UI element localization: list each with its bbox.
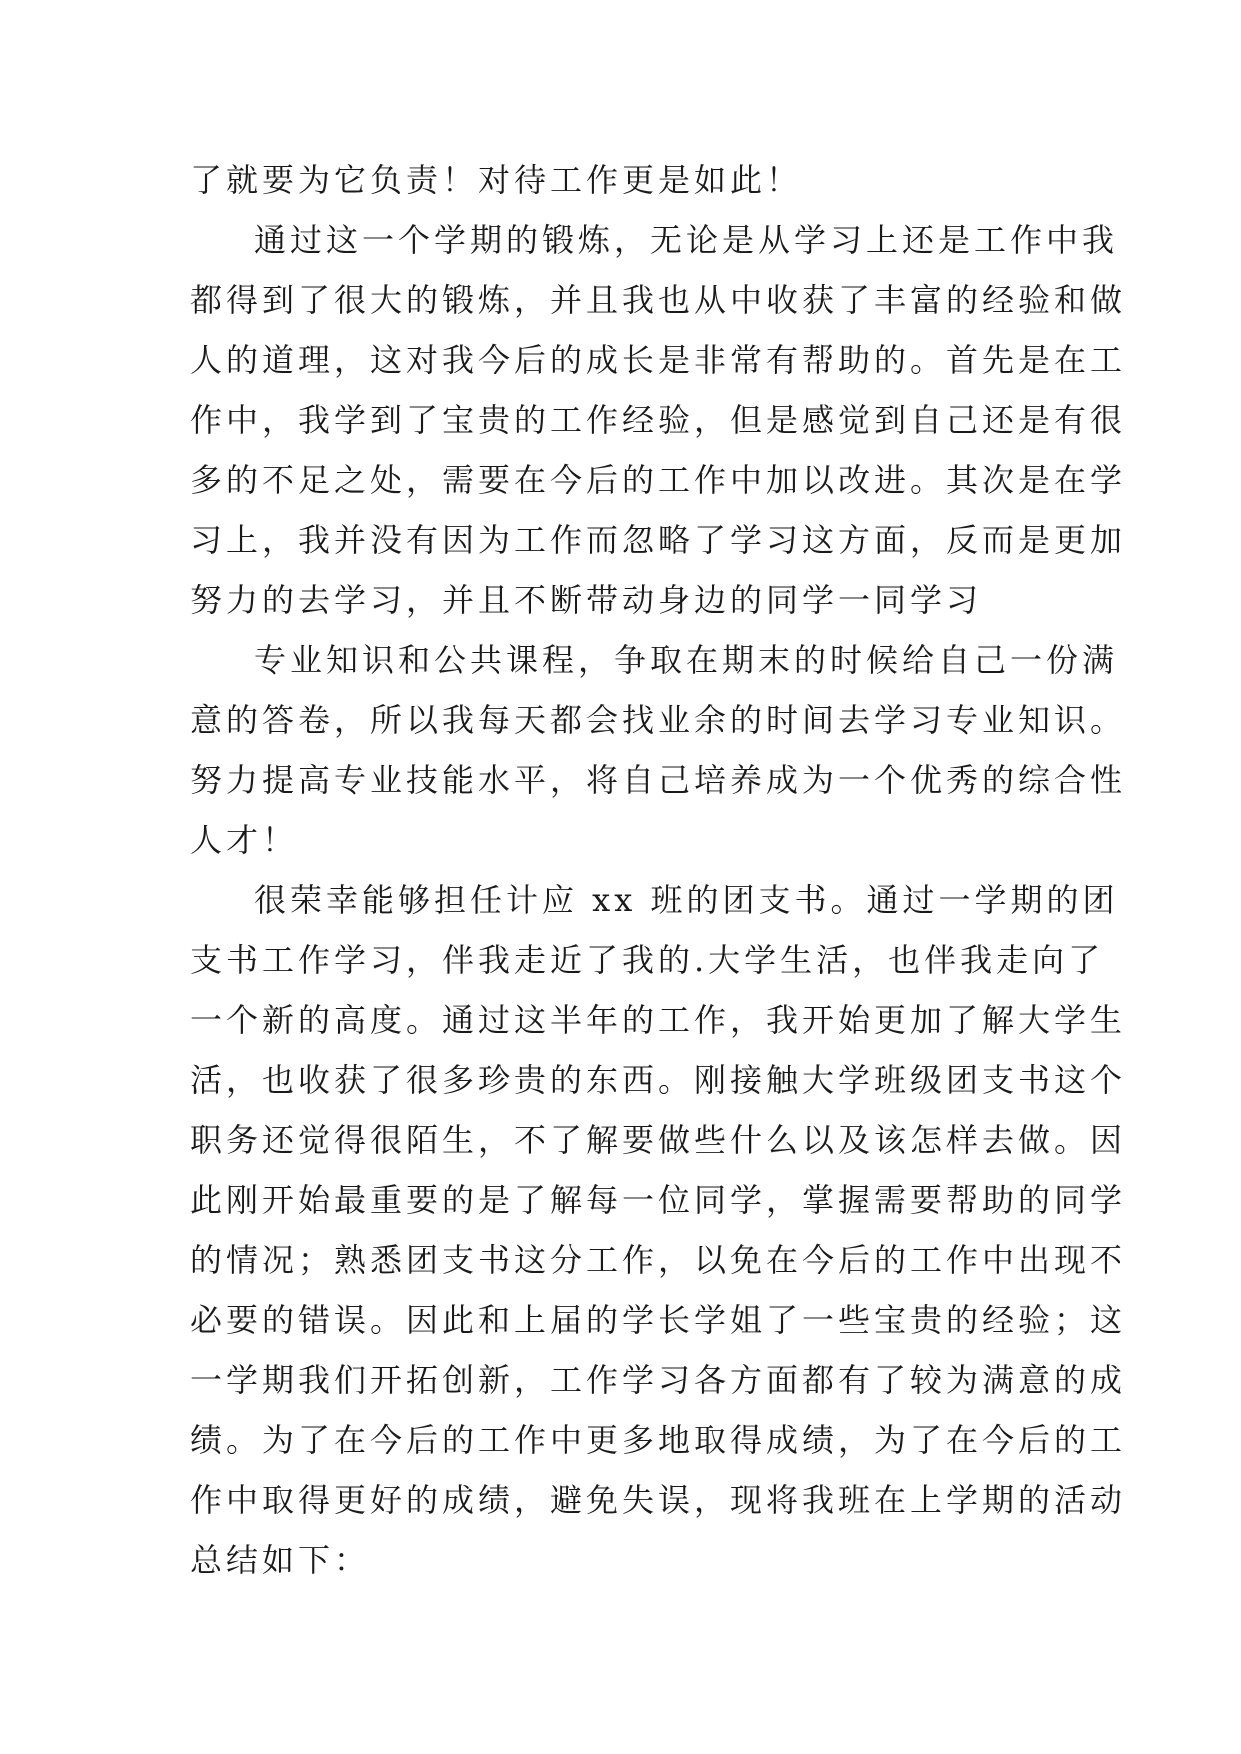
paragraph-2 xyxy=(190,210,1127,630)
text-line: 意的答卷，所以我每天都会找业余的时间去学习专业知识。 xyxy=(190,701,1127,739)
text-line: 努力提高专业技能水平，将自己培养成为一个优秀的综合性 xyxy=(190,761,1127,799)
paragraph-1 xyxy=(190,150,1070,210)
text-line: 绩。为了在今后的工作中更多地取得成绩，为了在今后的工 xyxy=(190,1421,1127,1459)
text-line: 作中，我学到了宝贵的工作经验，但是感觉到自己还是有很 xyxy=(190,401,1127,439)
text-line: 必要的错误。因此和上届的学长学姐了一些宝贵的经验；这 xyxy=(190,1301,1127,1339)
text-line: 通过这一个学期的锻炼，无论是从学习上还是工作中我 xyxy=(254,221,1119,259)
text-line: 支书工作学习，伴我走近了我的.大学生活，也伴我走向了 xyxy=(190,941,1105,979)
text-line: 的情况；熟悉团支书这分工作，以免在今后的工作中出现不 xyxy=(190,1241,1127,1279)
document-body xyxy=(190,150,1127,1590)
text-line: 多的不足之处，需要在今后的工作中加以改进。其次是在学 xyxy=(190,461,1127,499)
text-line: 活，也收获了很多珍贵的东西。刚接触大学班级团支书这个 xyxy=(190,1061,1127,1099)
text-line: 习上，我并没有因为工作而忽略了学习这方面，反而是更加 xyxy=(190,521,1127,559)
text-line: 了就要为它负责！对待工作更是如此！ xyxy=(190,161,803,199)
text-line: 作中取得更好的成绩，避免失误，现将我班在上学期的活动 xyxy=(190,1481,1127,1519)
text-line: 一个新的高度。通过这半年的工作，我开始更加了解大学生 xyxy=(190,1001,1127,1039)
text-line: 人才！ xyxy=(190,821,299,859)
text-line: 总结如下： xyxy=(190,1541,371,1579)
text-line: 很荣幸能够担任计应 xx 班的团支书。通过一学期的团 xyxy=(254,881,1119,919)
text-line: 一学期我们开拓创新，工作学习各方面都有了较为满意的成 xyxy=(190,1361,1127,1399)
text-line: 都得到了很大的锻炼，并且我也从中收获了丰富的经验和做 xyxy=(190,281,1127,319)
text-line: 努力的去学习，并且不断带动身边的同学一同学习 xyxy=(190,581,983,619)
text-line: 此刚开始最重要的是了解每一位同学，掌握需要帮助的同学 xyxy=(190,1181,1127,1219)
text-line: 专业知识和公共课程，争取在期末的时候给自己一份满 xyxy=(254,641,1119,679)
text-line: 人的道理，这对我今后的成长是非常有帮助的。首先是在工 xyxy=(190,341,1127,379)
text-line: 职务还觉得很陌生，不了解要做些什么以及该怎样去做。因 xyxy=(190,1121,1127,1159)
paragraph-4 xyxy=(190,870,1127,1590)
paragraph-3 xyxy=(190,630,1127,870)
